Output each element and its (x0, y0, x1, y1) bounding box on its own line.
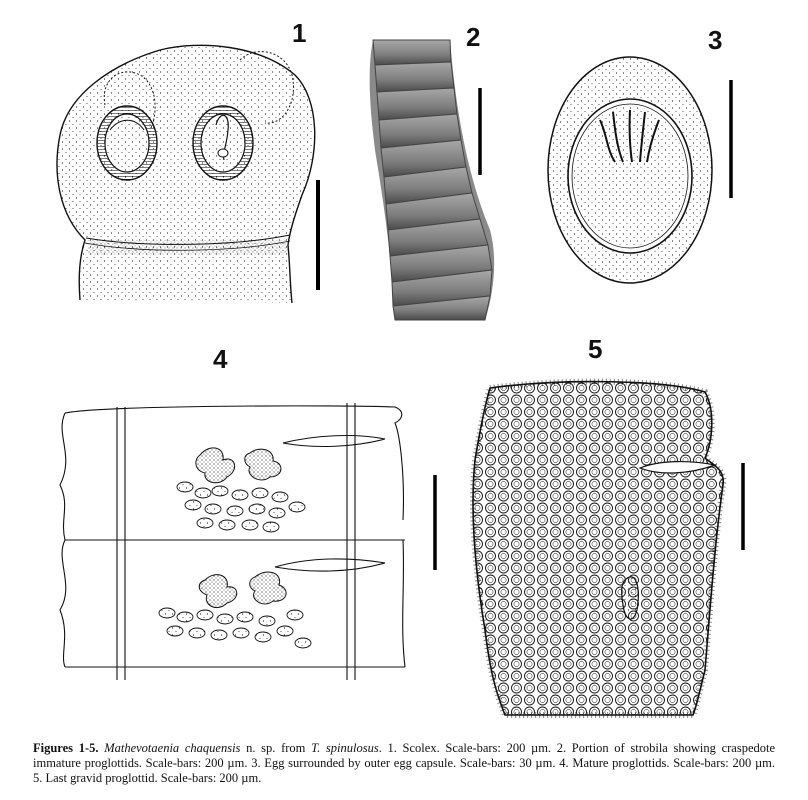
scolex-drawing (40, 35, 330, 310)
mature-proglottids-drawing (45, 395, 465, 685)
panel-number-3: 3 (708, 25, 723, 55)
panel-number-2: 2 (466, 22, 481, 52)
caption-text: . 1. Scolex. Scale-bars: 200 µm. 2. Portion of strobila showing craspedote immature proglottids. Scale-bars: 200 µm. 3. Egg surrounded by outer egg capsule. Scale-bars: 30 µm. 4. Mature proglottids. Scale-bars: 200 µm. 5. Last gravid proglottid. Scale-bars: 200 µm. (33, 741, 776, 785)
strobila-photo (355, 40, 505, 325)
panel-number-4: 4 (213, 344, 228, 374)
caption-label: Figures 1-5. (33, 741, 99, 755)
caption-species: Mathevotaenia chaquensis (104, 741, 241, 755)
figure-caption (33, 741, 775, 786)
egg-drawing (545, 50, 750, 295)
testes-group (159, 482, 311, 648)
panel-number-5: 5 (588, 334, 603, 364)
caption-species-suffix: n. sp. from (246, 741, 306, 755)
caption-host: T. spinulosus (311, 741, 379, 755)
panel-number-1: 1 (292, 18, 307, 48)
gravid-proglottid-drawing (445, 370, 770, 725)
